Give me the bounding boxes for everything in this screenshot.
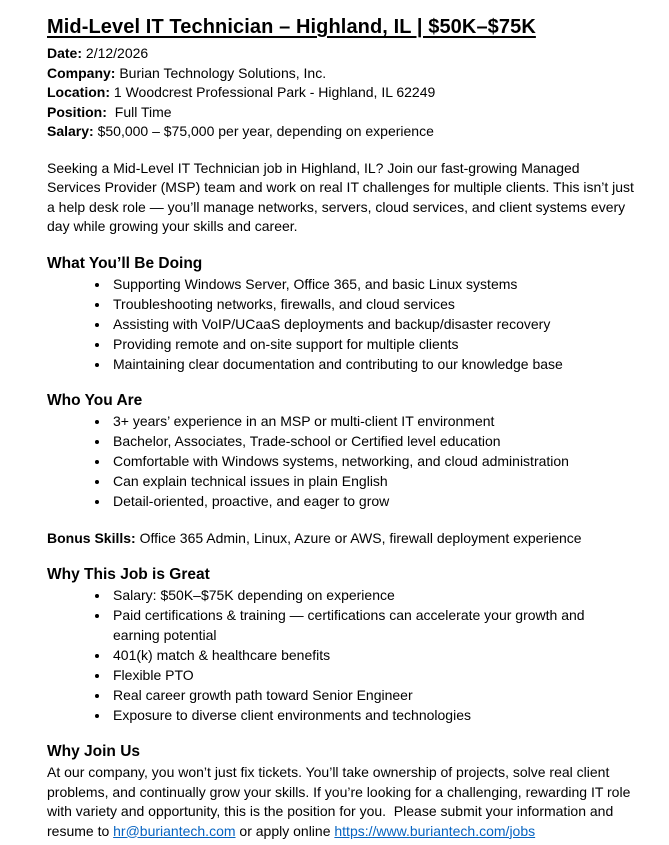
list-item: • Flexible PTO — [110, 666, 635, 686]
why-this-job-is-great-list — [47, 586, 635, 725]
email-link[interactable]: hr@buriantech.com — [113, 822, 236, 839]
meta-label-company: Company: — [47, 64, 116, 81]
list-item: • Assisting with VoIP/UCaaS deployments and backup/disaster recovery — [110, 315, 635, 335]
list-item: • Comfortable with Windows systems, networking, and cloud administration — [110, 452, 635, 472]
meta-block — [47, 44, 635, 142]
what-youll-be-doing-list — [47, 275, 635, 375]
list-item: • Can explain technical issues in plain English — [110, 472, 635, 492]
meta-line-date — [47, 44, 635, 64]
section-heading-why-join-us: Why Join Us — [47, 743, 141, 760]
meta-value-salary: $50,000 – $75,000 per year, depending on experience — [97, 123, 434, 139]
meta-label-location: Location: — [47, 84, 110, 100]
bonus-skills-line — [47, 529, 635, 549]
list-item: • Real career growth path toward Senior Engineer — [110, 686, 635, 706]
bonus-skills-value: Office 365 Admin, Linux, Azure or AWS, firewall deployment experience — [139, 529, 582, 546]
list-item: • Exposure to diverse client environments and technologies — [110, 706, 635, 726]
list-item: • 401(k) match & healthcare benefits — [110, 646, 635, 666]
section-heading-who-you-are: Who You Are — [47, 392, 143, 409]
meta-line-location — [47, 83, 635, 103]
meta-label-position: Position: — [47, 103, 107, 120]
list-item: • Troubleshooting networks, firewalls, and cloud services — [110, 295, 635, 315]
jobs-link[interactable]: https://www.buriantech.com/jobs — [334, 822, 536, 839]
closing-text-mid: or apply online — [235, 822, 335, 839]
meta-label-salary: Salary: — [47, 123, 94, 139]
list-item: • Salary: $50K–$75K depending on experience — [110, 586, 635, 606]
meta-value-location: 1 Woodcrest Professional Park - Highland, IL 62249 — [113, 84, 436, 100]
who-you-are-list — [47, 412, 635, 512]
section-heading-what-youll-be-doing: What You’ll Be Doing — [47, 254, 203, 272]
closing-text-start: At our company, you won’t just fix tickets. You’ll take ownership of projects, solve real client problems, and continually grow your skills. If you’re looking for a challenging, rewarding IT role with variety and opportunity, this is the position for you. Please submit your information and resume to — [47, 764, 635, 839]
list-item: • Paid certifications & training — certifications can accelerate your growth and earning potential — [110, 606, 635, 645]
meta-line-company — [47, 64, 635, 84]
page-title: Mid-Level IT Technician – Highland, IL | $50K–$75K — [47, 16, 536, 38]
intro-paragraph: Seeking a Mid-Level IT Technician job in Highland, IL? Join our fast-growing Managed Services Provider (MSP) team and work on real IT challenges for multiple clients. This isn’t just a help desk role — you’ll manage networks, servers, cloud services, and client systems every day while growing your skills and career. — [47, 159, 634, 234]
bonus-skills-label: Bonus Skills: — [47, 529, 136, 546]
list-item: • Maintaining clear documentation and contributing to our knowledge base — [110, 355, 635, 375]
list-item: • Bachelor, Associates, Trade-school or Certified level education — [110, 432, 635, 452]
list-item: • Detail-oriented, proactive, and eager to grow — [110, 492, 635, 512]
meta-value-company: Burian Technology Solutions, Inc. — [119, 64, 327, 81]
section-heading-why-this-job-is-great: Why This Job is Great — [47, 566, 210, 583]
meta-label-date: Date: — [47, 45, 83, 61]
meta-value-position: Full Time — [114, 103, 172, 120]
list-item: • Supporting Windows Server, Office 365, and basic Linux systems — [110, 275, 635, 295]
meta-line-position — [47, 103, 635, 123]
meta-line-salary — [47, 122, 635, 142]
list-item: • 3+ years’ experience in an MSP or multi-client IT environment — [110, 412, 635, 432]
closing-paragraph — [47, 763, 635, 841]
list-item: • Providing remote and on-site support for multiple clients — [110, 335, 635, 355]
meta-value-date: 2/12/2026 — [85, 45, 149, 61]
